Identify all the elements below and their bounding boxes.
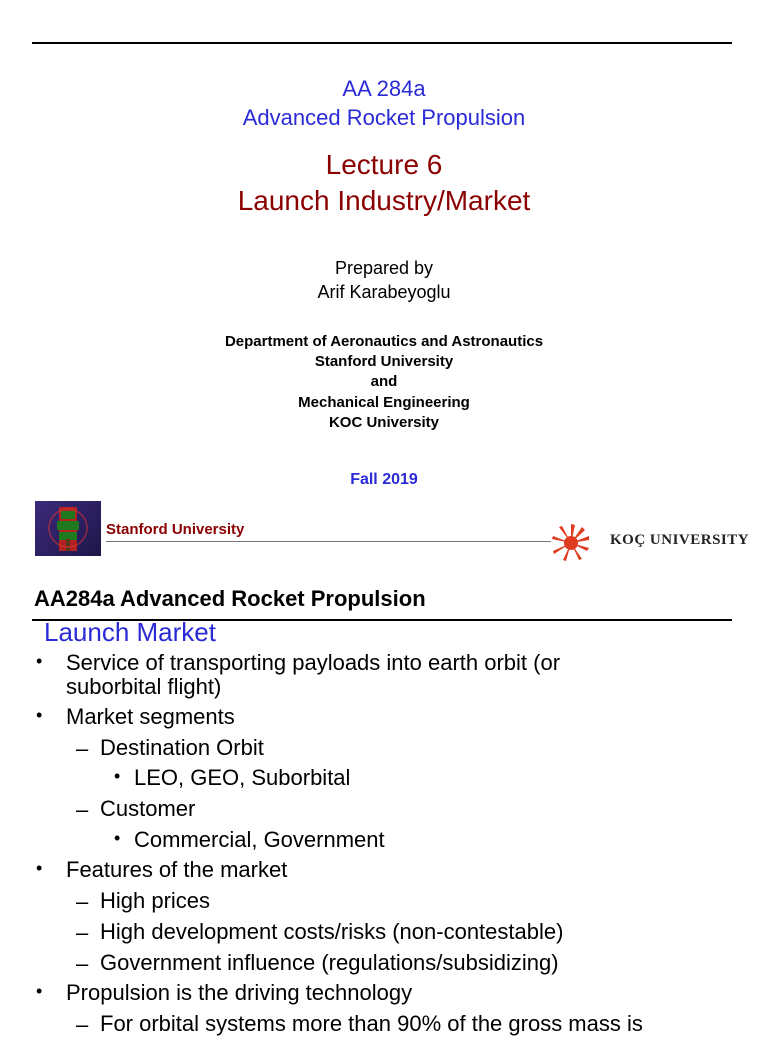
department-line-5: KOC University [328, 414, 440, 431]
bullet-text: Market segments [66, 704, 235, 729]
department-line-4: Mechanical Engineering [298, 394, 470, 411]
koc-label: KOÇ UNIVERSITY [610, 532, 750, 548]
sub-text: Destination Orbit [100, 735, 264, 760]
sub-text: High prices [100, 888, 211, 913]
department-line-3: and [370, 373, 398, 390]
sub-text: High development costs/risks (non-contestable) [100, 919, 564, 944]
subsub-marker: • [114, 828, 121, 848]
course-name: Advanced Rocket Propulsion [242, 105, 526, 130]
prepared-label: Prepared by [334, 258, 434, 278]
bullet-text: suborbital flight) [66, 674, 222, 699]
slide-title: Launch Market [44, 617, 216, 647]
stanford-label: Stanford University [106, 521, 245, 538]
sub-marker: – [76, 951, 89, 976]
sub-marker: – [76, 889, 89, 914]
sub-marker: – [76, 920, 89, 945]
author-name: Arif Karabeyoglu [317, 282, 451, 302]
department-line-2: Stanford University [314, 353, 454, 370]
sub-text: For orbital systems more than 90% of the gross mass is [100, 1011, 643, 1036]
sub-text: Customer [100, 796, 196, 821]
sub-marker: – [76, 1012, 89, 1037]
sub-text: Government influence (regulations/subsidizing) [100, 950, 559, 975]
stanford-tree-icon [35, 501, 101, 556]
bullet-marker: • [36, 705, 43, 725]
subsub-marker: • [114, 766, 121, 786]
department-line-1: Department of Aeronautics and Astronautics [224, 333, 544, 350]
logo-divider-left [106, 541, 551, 542]
bullet-text: Propulsion is the driving technology [66, 980, 413, 1005]
term-label: Fall 2019 [350, 471, 418, 488]
top-rule [32, 42, 732, 44]
lecture-number: Lecture 6 [325, 149, 443, 180]
bullet-marker: • [36, 651, 43, 671]
subsub-text: Commercial, Government [134, 827, 385, 852]
sub-marker: – [76, 797, 89, 822]
bullet-marker: • [36, 981, 43, 1001]
subsub-text: LEO, GEO, Suborbital [134, 765, 351, 790]
bullet-marker: • [36, 858, 43, 878]
stanford-logo [35, 501, 101, 556]
bullet-text: Service of transporting payloads into earth orbit (or [66, 650, 561, 675]
course-code: AA 284a [342, 76, 426, 101]
lecture-title: Launch Industry/Market [237, 185, 531, 216]
sub-marker: – [76, 736, 89, 761]
bullet-text: Features of the market [66, 857, 288, 882]
koc-sunburst-icon [551, 522, 603, 562]
slide-header: AA284a Advanced Rocket Propulsion [34, 586, 426, 611]
